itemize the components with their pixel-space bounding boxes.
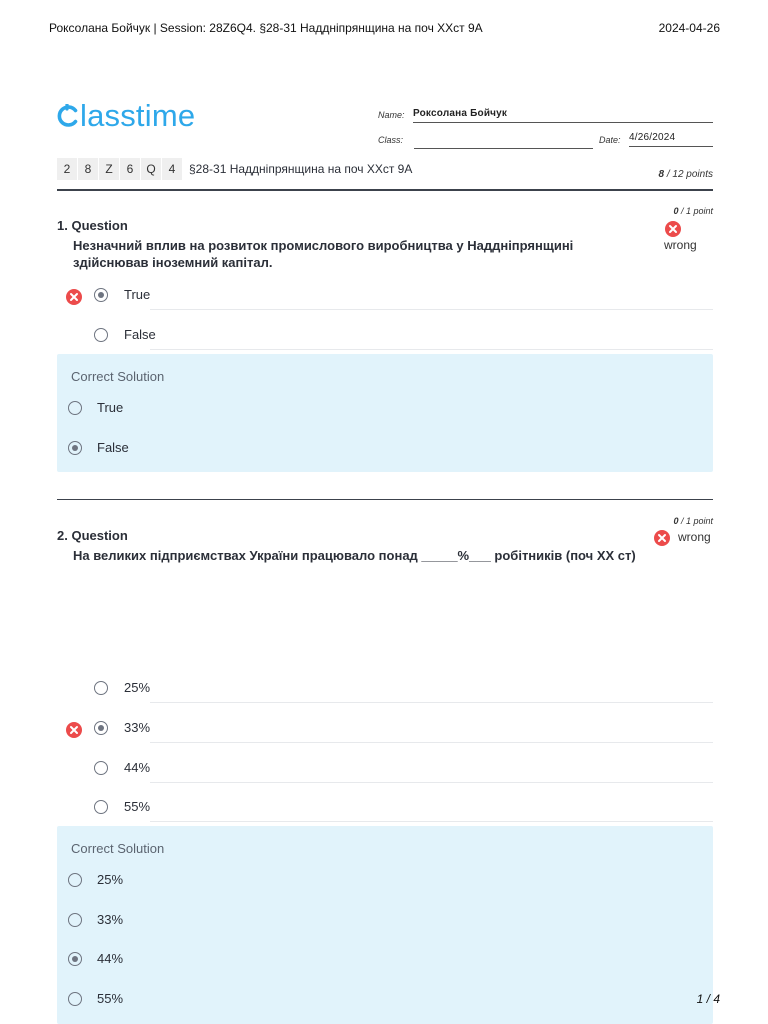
option-label: False [124, 327, 156, 342]
question-score-value: 0 [673, 206, 679, 216]
session-code-char: 4 [162, 158, 182, 180]
question-score-max: / 1 point [680, 516, 713, 526]
session-code-char: Z [99, 158, 119, 180]
option-label: True [97, 400, 124, 415]
class-label: Class: [378, 135, 404, 145]
question-text: На великих підприємствах України працювало понад _____%___ робітників (поч ХХ ст) [73, 548, 636, 563]
question-score [673, 206, 713, 216]
radio-unselected[interactable] [94, 761, 108, 775]
radio-unselected[interactable] [94, 328, 108, 342]
wrong-icon [665, 221, 681, 237]
correct-solution-panel [57, 354, 713, 472]
option-label: 55% [124, 799, 151, 814]
radio-selected [68, 441, 82, 455]
session-code-char: 2 [57, 158, 77, 180]
answer-option[interactable] [57, 790, 713, 830]
print-header-date: 2024-04-26 [658, 21, 720, 35]
correct-solution-panel [57, 826, 713, 1024]
header-divider [57, 189, 713, 191]
question-verdict: wrong [678, 530, 711, 544]
option-divider [150, 309, 713, 310]
date-field: 4/26/2024 [629, 132, 713, 147]
logo-text: lasstime [80, 98, 196, 133]
question-score [673, 516, 713, 526]
solution-option [57, 431, 713, 471]
session-code-char: 8 [78, 158, 98, 180]
radio-selected[interactable] [94, 288, 108, 302]
session-code-char: Q [141, 158, 161, 180]
session-code-row [57, 158, 412, 180]
name-field: Роксолана Бойчук [413, 108, 713, 123]
option-label: 44% [124, 760, 151, 775]
option-label: 33% [124, 720, 151, 735]
question-number: 2. Question [57, 528, 128, 543]
class-field [414, 134, 593, 149]
option-label: True [124, 287, 151, 302]
question-number: 1. Question [57, 218, 128, 233]
radio-unselected[interactable] [94, 681, 108, 695]
session-code-char: 6 [120, 158, 140, 180]
answer-option[interactable] [57, 671, 713, 711]
radio-unselected [68, 401, 82, 415]
wrong-icon [66, 289, 82, 305]
option-label: False [97, 440, 129, 455]
option-divider [150, 782, 713, 783]
solution-option [57, 982, 713, 1022]
correct-solution-title: Correct Solution [71, 369, 165, 384]
wrong-icon [66, 722, 82, 738]
radio-unselected [68, 992, 82, 1006]
solution-option [57, 391, 713, 431]
option-label: 25% [97, 872, 124, 887]
radio-unselected[interactable] [94, 800, 108, 814]
solution-option [57, 863, 713, 903]
radio-selected [68, 952, 82, 966]
print-header [49, 21, 720, 35]
option-label: 55% [97, 991, 124, 1006]
print-header-title: Роксолана Бойчук | Session: 28Z6Q4. §28-31 Наддніпрянщина на поч ХХст 9А [49, 21, 483, 35]
option-label: 44% [97, 951, 124, 966]
radio-selected[interactable] [94, 721, 108, 735]
option-divider [150, 349, 713, 350]
page-number: 1 / 4 [696, 992, 720, 1006]
wrong-icon [654, 530, 670, 546]
total-points-scored: 8 [658, 169, 665, 180]
correct-solution-title: Correct Solution [71, 841, 165, 856]
answer-option[interactable] [57, 711, 713, 751]
total-points [659, 169, 714, 180]
option-divider [150, 821, 713, 822]
question-score-max: / 1 point [680, 206, 713, 216]
question-verdict: wrong [664, 238, 697, 252]
session-title: §28-31 Наддніпрянщина на поч ХХст 9А [189, 162, 413, 176]
solution-option [57, 942, 713, 982]
answer-option[interactable] [57, 751, 713, 791]
option-label: 33% [97, 912, 124, 927]
name-label: Name: [378, 110, 405, 120]
question-score-value: 0 [673, 516, 679, 526]
radio-unselected [68, 873, 82, 887]
question-divider [57, 499, 713, 500]
solution-option [57, 903, 713, 943]
date-label: Date: [599, 135, 621, 145]
answer-option[interactable] [57, 318, 713, 358]
option-divider [150, 742, 713, 743]
radio-unselected [68, 913, 82, 927]
total-points-max: / 12 points [666, 169, 713, 180]
answer-option[interactable] [57, 278, 713, 318]
option-label: 25% [124, 680, 151, 695]
option-divider [150, 702, 713, 703]
classtime-logo [57, 98, 196, 133]
question-text: Незначний вплив на розвиток промислового виробництва у Наддніпрянщині здійснював іноземний капітал. [73, 238, 574, 270]
classtime-c-logo-icon [57, 104, 79, 128]
